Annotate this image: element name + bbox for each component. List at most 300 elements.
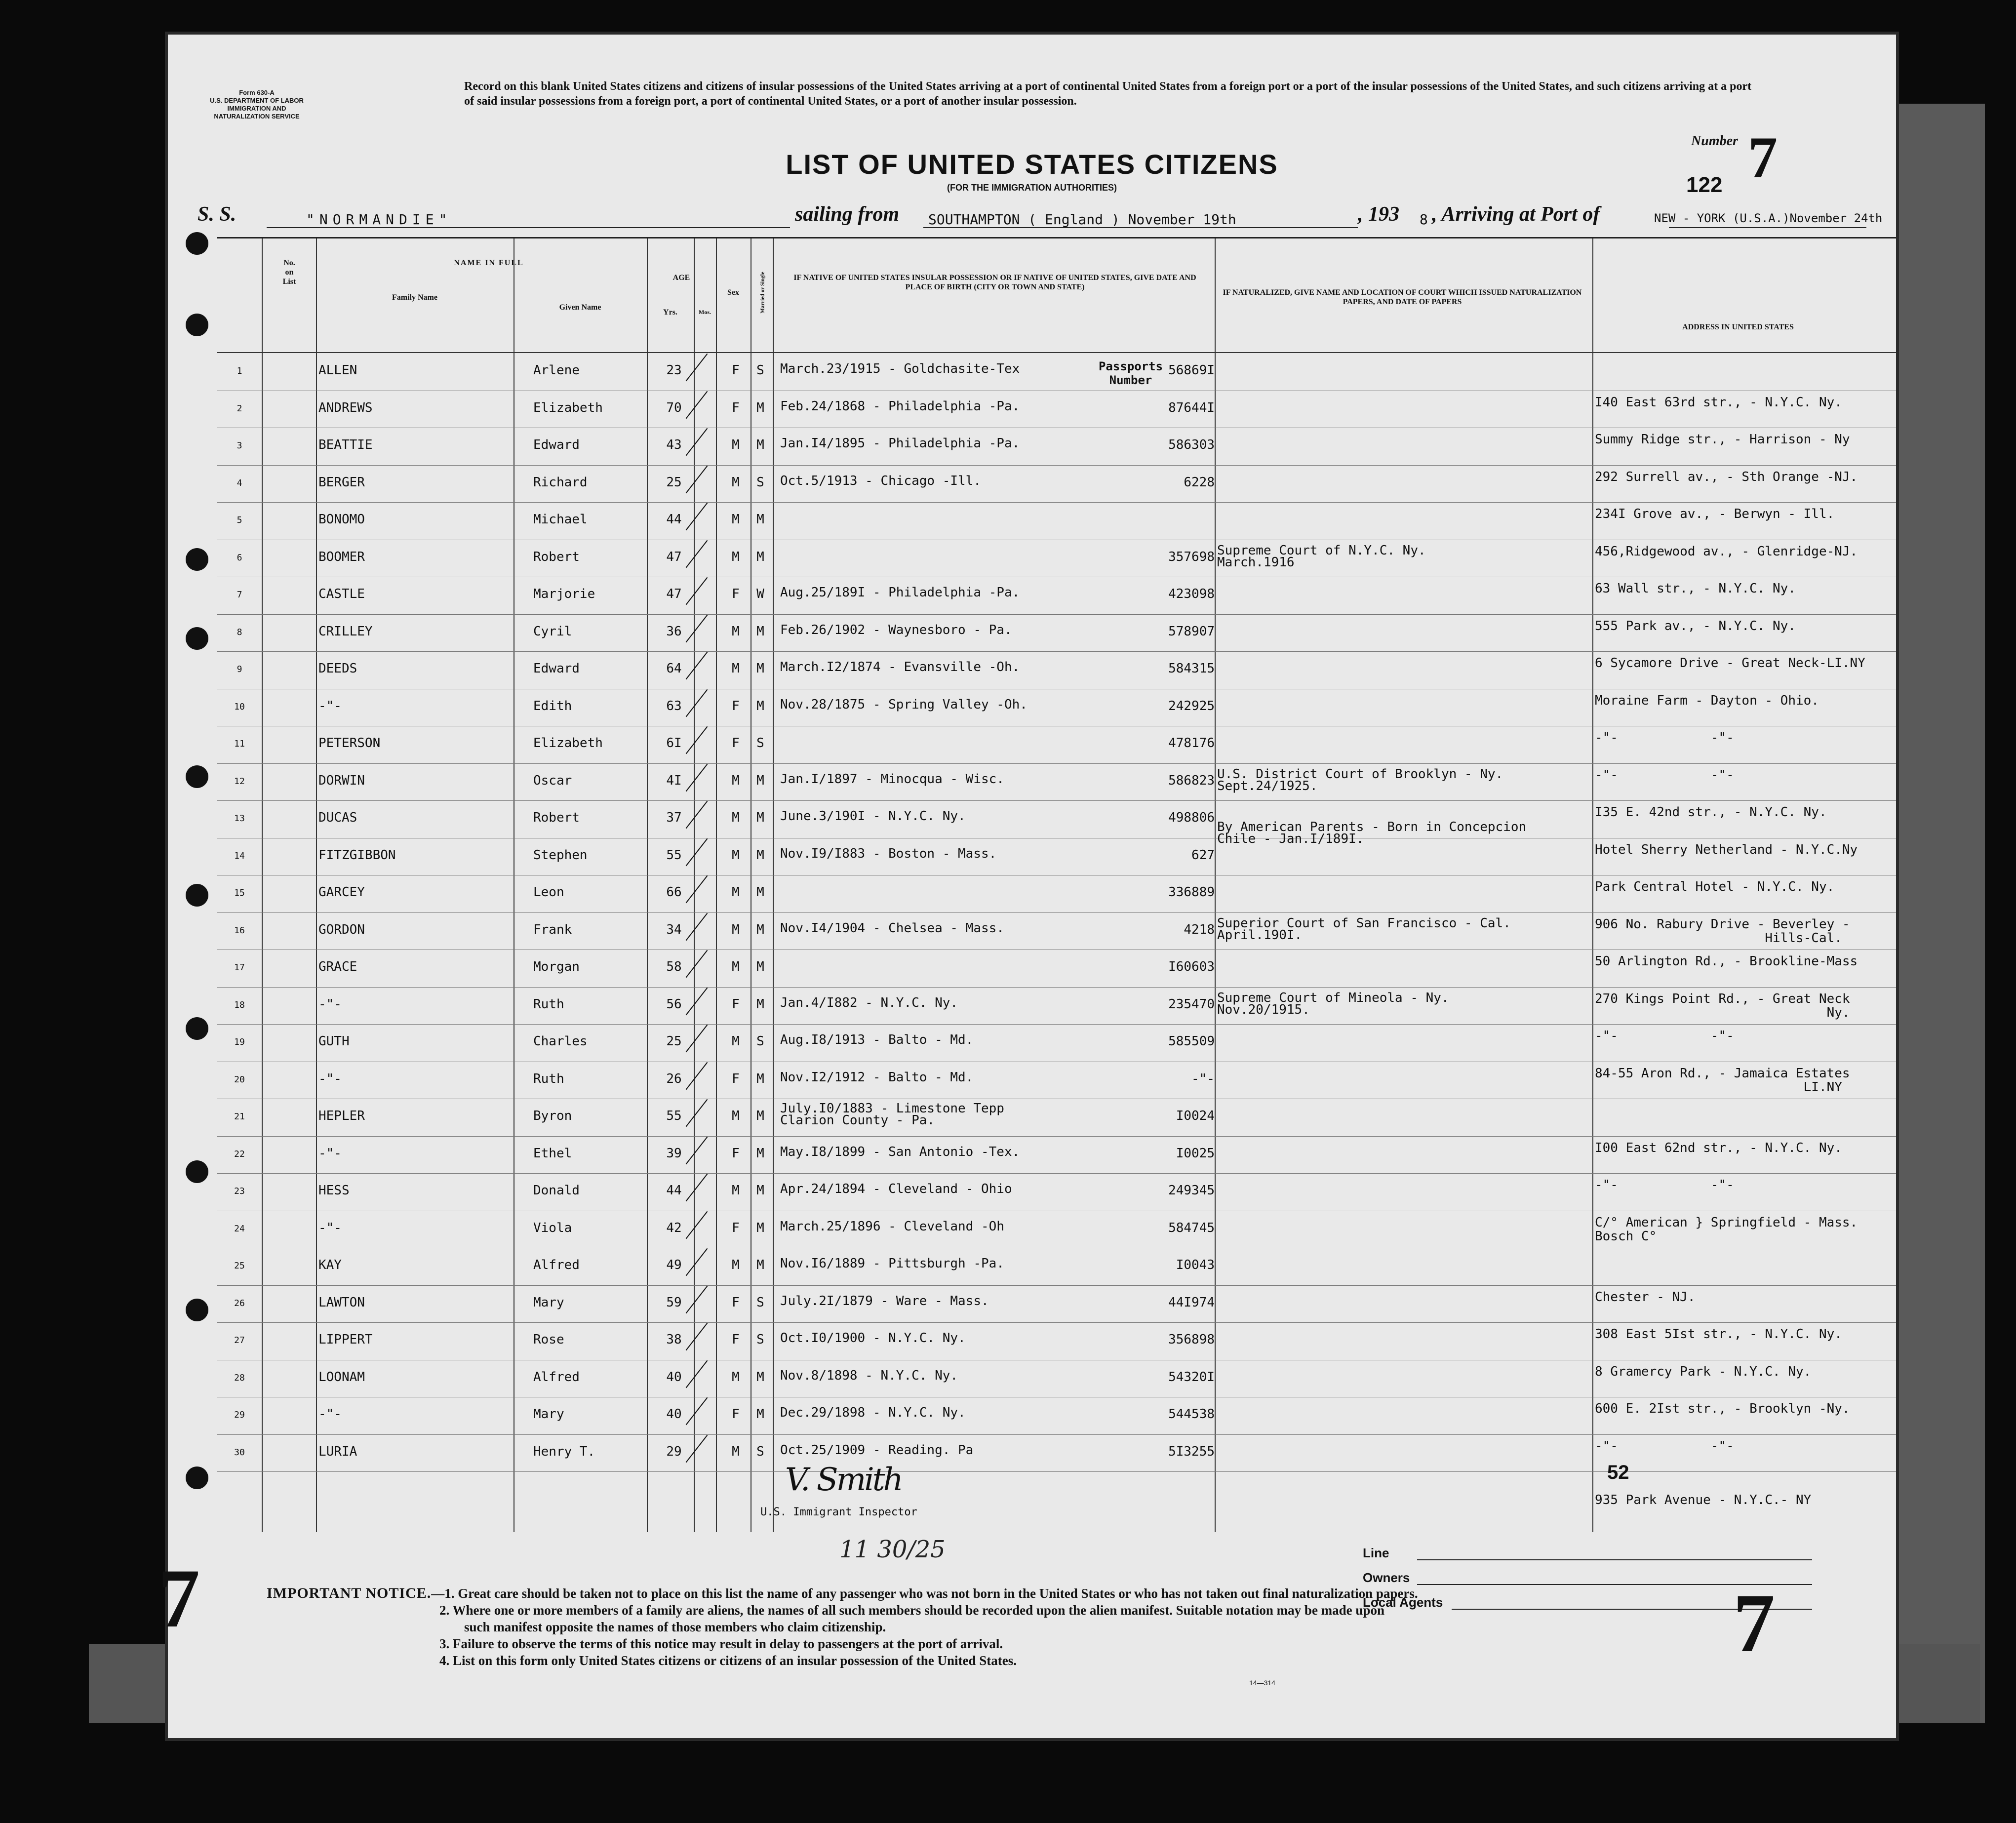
age-years: 58 <box>666 959 682 974</box>
age-years: 4I <box>666 773 682 788</box>
page-subtitle: (FOR THE IMMIGRATION AUTHORITIES) <box>947 183 1117 193</box>
row-number: 14 <box>234 850 245 861</box>
family-name: FITZGIBBON <box>318 847 396 863</box>
sex: M <box>732 847 740 863</box>
manifest-page <box>158 35 1896 1738</box>
row-number: 1 <box>237 366 242 376</box>
us-address: I35 E. 42nd str., - N.Y.C. Ny. <box>1595 805 1827 820</box>
sex: M <box>732 661 740 676</box>
birth-info: Jan.4/I882 - N.Y.C. Ny. <box>780 995 958 1010</box>
us-address: 6 Sycamore Drive - Great Neck-LI.NY <box>1595 656 1865 671</box>
given-name: Charles <box>533 1034 588 1049</box>
departure-port: SOUTHAMPTON ( England ) November 19th <box>928 211 1236 228</box>
sex: F <box>732 1071 740 1086</box>
age-years: 49 <box>666 1258 682 1272</box>
table-row <box>217 1099 1896 1136</box>
marital-status: M <box>756 1220 764 1235</box>
sex: M <box>732 512 740 527</box>
given-name: Alfred <box>533 1258 580 1272</box>
age-years: 55 <box>666 1109 682 1123</box>
given-name: Ethel <box>533 1146 572 1161</box>
table-row <box>217 353 1896 390</box>
age-years: 42 <box>666 1220 682 1235</box>
table-row <box>217 1136 1896 1173</box>
age-years: 29 <box>666 1444 682 1459</box>
birth-info: March.25/1896 - Cleveland -Oh <box>780 1219 1004 1234</box>
row-number: 27 <box>234 1335 245 1346</box>
marital-status: S <box>756 1295 764 1310</box>
birth-info: Oct.25/1909 - Reading. Pa <box>780 1442 974 1458</box>
sex: M <box>732 1183 740 1198</box>
given-name: Edward <box>533 437 580 452</box>
row-number: 9 <box>237 664 242 674</box>
birth-info: Jan.I4/1895 - Philadelphia -Pa. <box>780 436 1020 451</box>
family-name: LIPPERT <box>318 1332 373 1347</box>
family-name: -"- <box>318 1220 342 1235</box>
passport-number: 336889 <box>1168 885 1215 900</box>
marital-status: M <box>756 1258 764 1272</box>
year-prefix: , 193 <box>1358 203 1399 226</box>
table-row <box>217 1360 1896 1397</box>
passport-number: 44I974 <box>1168 1295 1215 1310</box>
marital-status: S <box>756 1034 764 1049</box>
notice-heading: IMPORTANT NOTICE. <box>267 1585 432 1601</box>
row-number: 26 <box>234 1298 245 1308</box>
header-sex: Sex <box>727 288 739 297</box>
passport-number: 586303 <box>1168 437 1215 452</box>
header-no-on-list: No. on List <box>282 259 296 286</box>
sex: F <box>732 1295 740 1310</box>
family-name: ALLEN <box>318 363 357 378</box>
sex: M <box>732 1109 740 1123</box>
marital-status: M <box>756 1183 764 1198</box>
sex: M <box>732 1258 740 1272</box>
table-row <box>217 1434 1896 1471</box>
given-name: Elizabeth <box>533 736 603 751</box>
family-name: HESS <box>318 1183 350 1198</box>
punch-hole <box>186 627 208 650</box>
family-name: GUTH <box>318 1034 350 1049</box>
table-row <box>217 428 1896 465</box>
punch-hole <box>186 1466 208 1489</box>
marital-status: M <box>756 661 764 676</box>
row-number: 17 <box>234 962 245 973</box>
punch-hole <box>186 1299 208 1321</box>
passport-number: 87644I <box>1168 400 1215 415</box>
header-given-name: Given Name <box>559 303 601 312</box>
sex: M <box>732 773 740 788</box>
table-row <box>217 689 1896 726</box>
family-name: LAWTON <box>318 1295 365 1310</box>
marital-status: M <box>756 847 764 863</box>
birth-info: Aug.I8/1913 - Balto - Md. <box>780 1032 974 1047</box>
passport-number: -"- <box>1191 1071 1215 1086</box>
age-years: 38 <box>666 1332 682 1347</box>
birth-info: Dec.29/1898 - N.Y.C. Ny. <box>780 1405 966 1420</box>
given-name: Elizabeth <box>533 400 603 415</box>
notice-item-4: 4. List on this form only United States citizens or citizens of an insular possession of the United States. <box>439 1653 1017 1668</box>
us-address: I00 East 62nd str., - N.Y.C. Ny. <box>1595 1140 1842 1155</box>
row-number: 13 <box>234 813 245 824</box>
table-row <box>217 1397 1896 1434</box>
row-number: 28 <box>234 1372 245 1383</box>
given-name: Arlene <box>533 363 580 378</box>
given-name: Leon <box>533 885 564 900</box>
us-address: 84-55 Aron Rd., - Jamaica Estates LI.NY <box>1595 1066 1850 1095</box>
us-address: 63 Wall str., - N.Y.C. Ny. <box>1595 581 1796 596</box>
family-name: -"- <box>318 1071 342 1086</box>
table-row <box>217 577 1896 614</box>
age-years: 25 <box>666 1034 682 1049</box>
row-number: 18 <box>234 999 245 1010</box>
marital-status: M <box>756 437 764 452</box>
us-address: I40 East 63rd str., - N.Y.C. Ny. <box>1595 395 1842 410</box>
row-number: 20 <box>234 1074 245 1085</box>
row-number: 29 <box>234 1410 245 1420</box>
table-row <box>217 1024 1896 1061</box>
form-identifier: Form 630-A U.S. DEPARTMENT OF LABOR IMMIGRATION AND NATURALIZATION SERVICE <box>210 89 304 120</box>
passport-number: 56869I <box>1168 363 1215 378</box>
row-number: 12 <box>234 776 245 787</box>
given-name: Rose <box>533 1332 564 1347</box>
marital-status: S <box>756 475 764 490</box>
marital-status: M <box>756 400 764 415</box>
marital-status: M <box>756 922 764 937</box>
family-name: GRACE <box>318 959 357 974</box>
birth-info: March.I2/1874 - Evansville -Oh. <box>780 660 1020 674</box>
header-naturalized: IF NATURALIZED, GIVE NAME AND LOCATION OF COURT WHICH ISSUED NATURALIZATION PAPERS, AND DATE OF PAPERS <box>1223 288 1582 306</box>
big-number-left: 7 <box>158 1552 200 1645</box>
age-years: 47 <box>666 549 682 564</box>
important-notice <box>267 1585 1847 1669</box>
given-name: Robert <box>533 549 580 564</box>
table-row <box>217 391 1896 428</box>
us-address: -"- -"- <box>1595 1029 1734 1043</box>
family-name: BOOMER <box>318 549 365 564</box>
marital-status: M <box>756 959 764 974</box>
header-birth: IF NATIVE OF UNITED STATES INSULAR POSSESSION OR IF NATIVE OF UNITED STATES, GIVE DATE AND PLACE OF BIRTH (CITY OR TOWN AND STATE) <box>793 274 1196 291</box>
sex: F <box>732 400 740 415</box>
table-row <box>217 800 1896 837</box>
marital-status: M <box>756 1109 764 1123</box>
age-years: 40 <box>666 1407 682 1422</box>
age-years: 25 <box>666 475 682 490</box>
family-name: BEATTIE <box>318 437 373 452</box>
table-row <box>217 987 1896 1024</box>
birth-info: Nov.I2/1912 - Balto - Md. <box>780 1070 974 1085</box>
header-married-single: Married or Single <box>759 272 766 314</box>
given-name: Ruth <box>533 1071 564 1086</box>
given-name: Frank <box>533 922 572 937</box>
age-years: 37 <box>666 810 682 825</box>
sex: M <box>732 624 740 639</box>
birth-info: Nov.28/1875 - Spring Valley -Oh. <box>780 697 1028 712</box>
sex: F <box>732 363 740 378</box>
table-row <box>217 1285 1896 1322</box>
given-name: Cyril <box>533 624 572 639</box>
given-name: Mary <box>533 1295 564 1310</box>
marital-status: M <box>756 1146 764 1161</box>
row-number: 8 <box>237 627 242 637</box>
birth-info: Oct.5/1913 - Chicago -Ill. <box>780 473 981 488</box>
marital-status: M <box>756 624 764 639</box>
passport-number: 6228 <box>1184 475 1215 490</box>
age-years: 36 <box>666 624 682 639</box>
passport-number: I0043 <box>1176 1258 1215 1272</box>
us-address: 308 East 5Ist str., - N.Y.C. Ny. <box>1595 1327 1842 1342</box>
family-name: DORWIN <box>318 773 365 788</box>
passport-number: 585509 <box>1168 1034 1215 1049</box>
age-years: 63 <box>666 698 682 713</box>
passport-number: 249345 <box>1168 1183 1215 1198</box>
sex: M <box>732 922 740 937</box>
age-years: 43 <box>666 437 682 452</box>
age-years: 59 <box>666 1295 682 1310</box>
age-years: 47 <box>666 587 682 601</box>
owners-label: Owners <box>1363 1570 1410 1585</box>
given-name: Edith <box>533 698 572 713</box>
us-address: Moraine Farm - Dayton - Ohio. <box>1595 693 1819 708</box>
row-number: 4 <box>237 477 242 488</box>
big-number-right: 7 <box>1733 1577 1775 1669</box>
family-name: GORDON <box>318 922 365 937</box>
row-number: 24 <box>234 1223 245 1234</box>
form-code: 14—314 <box>1249 1679 1275 1687</box>
notice-item-3: 3. Failure to observe the terms of this notice may result in delay to passengers at the port of arrival. <box>439 1636 1003 1651</box>
family-name: CRILLEY <box>318 624 373 639</box>
marital-status: M <box>756 1407 764 1422</box>
us-address: Hotel Sherry Netherland - N.Y.C.Ny <box>1595 842 1858 857</box>
us-address: 555 Park av., - N.Y.C. Ny. <box>1595 618 1796 634</box>
footer-line-field <box>1363 1546 1389 1561</box>
us-address: -"- -"- <box>1595 1178 1734 1192</box>
ship-name: "NORMANDIE" <box>306 211 452 228</box>
notice-item-1: —1. Great care should be taken not to place on this list the name of any passenger who was not born in the United States or who has not taken out final naturalization papers. <box>431 1586 1418 1601</box>
family-name: BONOMO <box>318 512 365 527</box>
birth-info: Feb.26/1902 - Waynesboro - Pa. <box>780 622 1012 637</box>
passport-number: 627 <box>1191 847 1215 863</box>
row-number: 16 <box>234 925 245 936</box>
given-name: Edward <box>533 661 580 676</box>
birth-info: Jan.I/1897 - Minocqua - Wisc. <box>780 771 1004 787</box>
us-address: 600 E. 2Ist str., - Brooklyn -Ny. <box>1595 1401 1850 1416</box>
inspector-label: U.S. Immigrant Inspector <box>760 1506 917 1518</box>
age-years: 70 <box>666 400 682 415</box>
row-number: 22 <box>234 1149 245 1159</box>
family-name: HEPLER <box>318 1109 365 1123</box>
naturalization-info: Superior Court of San Francisco - Cal. April.190I. <box>1217 915 1511 943</box>
us-address: -"- -"- <box>1595 730 1734 745</box>
passport-number: 242925 <box>1168 698 1215 713</box>
birth-info: July.2I/1879 - Ware - Mass. <box>780 1293 989 1308</box>
punch-hole <box>186 1017 208 1040</box>
table-row <box>217 1322 1896 1359</box>
sex: F <box>732 587 740 601</box>
sex: M <box>732 475 740 490</box>
birth-info: Nov.I9/I883 - Boston - Mass. <box>780 846 997 861</box>
punch-hole <box>186 884 208 907</box>
line-label: Line <box>1363 1546 1389 1560</box>
sex: M <box>732 549 740 564</box>
passport-number: 4218 <box>1184 922 1215 937</box>
us-address: 8 Gramercy Park - N.Y.C. Ny. <box>1595 1364 1812 1379</box>
marital-status: M <box>756 549 764 564</box>
table-row <box>217 465 1896 502</box>
age-years: 55 <box>666 847 682 863</box>
passenger-table <box>217 237 1896 1532</box>
given-name: Michael <box>533 512 588 527</box>
marital-status: S <box>756 736 764 751</box>
row-number: 15 <box>234 888 245 898</box>
passport-number: 5I3255 <box>1168 1444 1215 1459</box>
marital-status: M <box>756 512 764 527</box>
passport-number: I0025 <box>1176 1146 1215 1161</box>
age-years: 6I <box>666 736 682 751</box>
sex: F <box>732 996 740 1012</box>
marital-status: M <box>756 1369 764 1385</box>
table-row <box>217 838 1896 875</box>
marital-status: M <box>756 996 764 1012</box>
passport-number: 578907 <box>1168 624 1215 639</box>
punch-hole <box>186 548 208 571</box>
family-name: -"- <box>318 996 342 1012</box>
passport-number: 478176 <box>1168 736 1215 751</box>
given-name: Byron <box>533 1109 572 1123</box>
us-address: 270 Kings Point Rd., - Great Neck Ny. <box>1595 991 1850 1020</box>
passport-number: 357698 <box>1168 549 1215 564</box>
table-row <box>217 1062 1896 1099</box>
row-number: 11 <box>234 739 245 749</box>
family-name: -"- <box>318 698 342 713</box>
header-address: ADDRESS IN UNITED STATES <box>1682 323 1794 331</box>
given-name: Viola <box>533 1220 572 1235</box>
row-number: 5 <box>237 515 242 525</box>
table-row <box>217 763 1896 800</box>
extra-address: 935 Park Avenue - N.Y.C.- NY <box>1595 1493 1812 1507</box>
ss-label: S. S. <box>198 203 237 226</box>
us-address: Summy Ridge str., - Harrison - Ny <box>1595 432 1850 447</box>
family-name: BERGER <box>318 475 365 490</box>
marital-status: S <box>756 1332 764 1347</box>
table-row <box>217 950 1896 987</box>
marital-status: W <box>756 587 764 601</box>
punch-hole <box>186 1160 208 1183</box>
family-name: LOONAM <box>318 1369 365 1385</box>
passport-number: 235470 <box>1168 996 1215 1012</box>
passport-number: 498806 <box>1168 810 1215 825</box>
given-name: Oscar <box>533 773 572 788</box>
passport-number: 584745 <box>1168 1220 1215 1235</box>
row-number: 21 <box>234 1111 245 1122</box>
sex: M <box>732 959 740 974</box>
sex: F <box>732 736 740 751</box>
given-name: Alfred <box>533 1369 580 1385</box>
us-address: 292 Surrell av., - Sth Orange -NJ. <box>1595 469 1858 484</box>
header-passports: Passports Number <box>1098 359 1163 387</box>
age-years: 44 <box>666 1183 682 1198</box>
sailing-from-label: sailing from <box>795 203 900 226</box>
passport-number: 423098 <box>1168 587 1215 601</box>
header-age: AGE <box>672 274 690 282</box>
us-address: 234I Grove av., - Berwyn - Ill. <box>1595 507 1835 521</box>
given-name: Mary <box>533 1407 564 1422</box>
number-label: Number <box>1691 133 1738 149</box>
sex: F <box>732 1146 740 1161</box>
family-name: -"- <box>318 1407 342 1422</box>
given-name: Henry T. <box>533 1444 595 1459</box>
row-number: 19 <box>234 1037 245 1047</box>
sex: F <box>732 1220 740 1235</box>
table-row <box>217 875 1896 912</box>
sex: M <box>732 437 740 452</box>
punch-hole <box>186 314 208 336</box>
birth-info: March.23/1915 - Goldchasite-Tex <box>780 361 1020 376</box>
passport-number: 544538 <box>1168 1407 1215 1422</box>
family-name: CASTLE <box>318 587 365 601</box>
family-name: PETERSON <box>318 736 381 751</box>
sheet-number: 122 <box>1686 173 1723 197</box>
punch-hole <box>186 765 208 788</box>
given-name: Robert <box>533 810 580 825</box>
inspector-signature: V. Smith <box>785 1462 902 1498</box>
family-name: LURIA <box>318 1444 357 1459</box>
family-name: KAY <box>318 1258 342 1272</box>
us-address: 456,Ridgewood av., - Glenridge-NJ. <box>1595 544 1858 559</box>
row-number: 30 <box>234 1447 245 1458</box>
sex: M <box>732 1369 740 1385</box>
marital-status: S <box>756 1444 764 1459</box>
us-address: -"- -"- <box>1595 1438 1734 1454</box>
us-address: 50 Arlington Rd., - Brookline-Mass <box>1595 954 1858 969</box>
table-row <box>217 540 1896 577</box>
passport-number: I60603 <box>1168 959 1215 974</box>
sex: F <box>732 1332 740 1347</box>
header-yrs: Yrs. <box>663 308 677 317</box>
birth-info: Aug.25/189I - Philadelphia -Pa. <box>780 585 1020 600</box>
table-row <box>217 912 1896 950</box>
marital-status: M <box>756 1071 764 1086</box>
given-name: Stephen <box>533 847 588 863</box>
pencil-note: 11 30/25 <box>839 1536 946 1563</box>
table-row <box>217 502 1896 539</box>
birth-info: June.3/190I - N.Y.C. Ny. <box>780 809 966 824</box>
sex: M <box>732 1034 740 1049</box>
page-count: 52 <box>1607 1462 1629 1483</box>
header-family-name: Family Name <box>392 293 437 302</box>
birth-info: July.I0/1883 - Limestone Tepp Clarion County - Pa. <box>780 1101 1004 1128</box>
age-years: 40 <box>666 1369 682 1385</box>
passport-number: I0024 <box>1176 1109 1215 1123</box>
birth-info: Apr.24/1894 - Cleveland - Ohio <box>780 1182 1012 1196</box>
voyage-line <box>198 202 1883 234</box>
table-row <box>217 1211 1896 1248</box>
birth-info: May.I8/1899 - San Antonio -Tex. <box>780 1144 1020 1159</box>
marital-status: M <box>756 698 764 713</box>
castle-naturalization-note: By American Parents - Born in Concepcion Chile - Jan.I/189I. <box>1217 820 1527 846</box>
age-years: 34 <box>666 922 682 937</box>
row-number: 6 <box>237 552 242 563</box>
naturalization-info: Supreme Court of N.Y.C. Ny. March.1916 <box>1217 543 1426 570</box>
passport-number: 584315 <box>1168 661 1215 676</box>
given-name: Ruth <box>533 996 564 1012</box>
table-row <box>217 614 1896 651</box>
arrival-port: NEW - YORK (U.S.A.)November 24th <box>1654 211 1883 225</box>
punch-hole <box>186 232 208 255</box>
naturalization-info: U.S. District Court of Brooklyn - Ny. Sept.24/1925. <box>1217 766 1503 793</box>
list-number: 7 <box>1748 124 1778 190</box>
age-years: 26 <box>666 1071 682 1086</box>
marital-status: M <box>756 810 764 825</box>
